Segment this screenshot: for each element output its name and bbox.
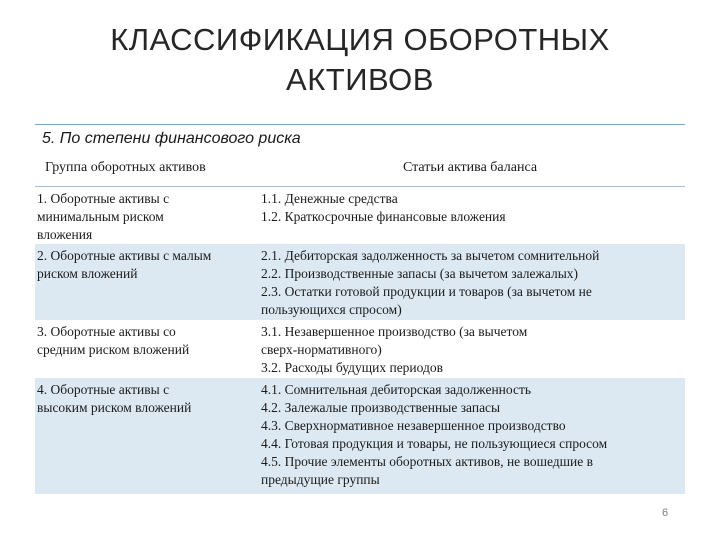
items-cell bbox=[261, 190, 685, 226]
item-text: 4.4. Готовая продукция и товары, не пользующиеся спросом bbox=[261, 436, 608, 451]
item-text: 1.2. Краткосрочные финансовые вложения bbox=[261, 209, 506, 224]
item-text: 2.2. Производственные запасы (за вычетом залежалых) bbox=[261, 266, 579, 281]
classification-table bbox=[35, 155, 685, 494]
table-row bbox=[35, 378, 685, 494]
subtitle: 5. По степени финансового риска bbox=[42, 130, 301, 147]
item-text: сверх-нормативного) bbox=[261, 342, 382, 357]
title-line-1: КЛАССИФИКАЦИЯ ОБОРОТНЫХ bbox=[110, 22, 610, 57]
item-text: 4.1. Сомнительная дебиторская задолженность bbox=[261, 382, 532, 397]
group-text: минимальным риском bbox=[37, 209, 164, 224]
page-number: 6 bbox=[662, 507, 669, 519]
item-text: предыдущие группы bbox=[261, 472, 380, 487]
item-text: 3.2. Расходы будущих периодов bbox=[261, 360, 444, 375]
group-text: 4. Оборотные активы с bbox=[37, 382, 170, 397]
group-text: 1. Оборотные активы с bbox=[37, 191, 170, 206]
group-cell bbox=[37, 323, 255, 359]
group-text: вложения bbox=[37, 227, 93, 242]
title-line-2: АКТИВОВ bbox=[286, 62, 434, 97]
group-cell bbox=[37, 381, 255, 417]
item-text: 4.3. Сверхнормативное незавершенное производство bbox=[261, 418, 566, 433]
item-text: 1.1. Денежные средства bbox=[261, 191, 398, 206]
table-header bbox=[35, 155, 685, 187]
table-row bbox=[35, 320, 685, 378]
table-row bbox=[35, 244, 685, 320]
item-text: 4.5. Прочие элементы оборотных активов, не вошедшие в bbox=[261, 454, 594, 469]
subtitle-bar bbox=[35, 124, 685, 156]
group-text: 2. Оборотные активы с малым bbox=[37, 248, 212, 263]
group-text: риском вложений bbox=[37, 266, 138, 281]
item-text: 4.2. Залежалые производственные запасы bbox=[261, 400, 501, 415]
group-text: высоким риском вложений bbox=[37, 400, 192, 415]
items-cell bbox=[261, 323, 685, 377]
slide-title bbox=[60, 20, 660, 100]
group-text: средним риском вложений bbox=[37, 342, 190, 357]
items-cell bbox=[261, 381, 685, 489]
header-group: Группа оборотных активов bbox=[45, 160, 206, 175]
table-row bbox=[35, 187, 685, 244]
item-text: 2.3. Остатки готовой продукции и товаров (за вычетом не bbox=[261, 284, 592, 299]
item-text: 2.1. Дебиторская задолженность за вычетом сомнительной bbox=[261, 248, 600, 263]
item-text: 3.1. Незавершенное производство (за вычетом bbox=[261, 324, 528, 339]
items-cell bbox=[261, 247, 685, 319]
group-text: 3. Оборотные активы со bbox=[37, 324, 176, 339]
item-text: пользующихся спросом) bbox=[261, 302, 402, 317]
group-cell bbox=[37, 247, 255, 283]
group-cell bbox=[37, 190, 255, 244]
header-items: Статьи актива баланса bbox=[402, 160, 538, 175]
